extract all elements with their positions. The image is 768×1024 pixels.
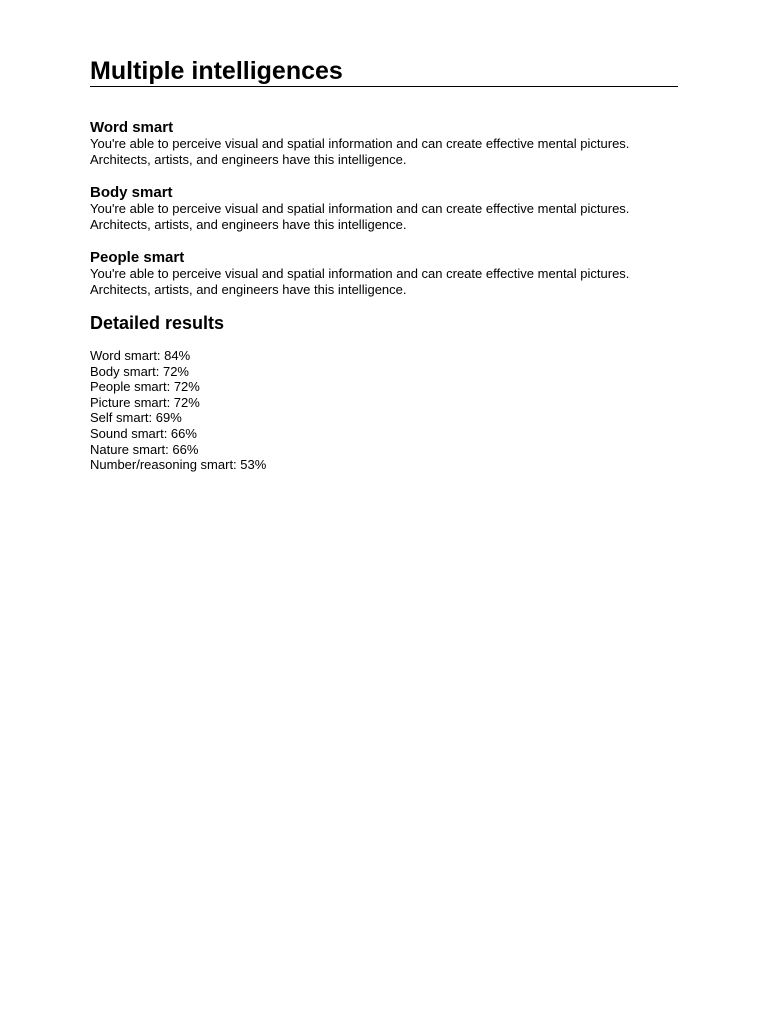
results-list [90, 348, 678, 473]
description-line: Architects, artists, and engineers have this intelligence. [90, 152, 407, 167]
result-item: Sound smart: 66% [90, 425, 197, 441]
result-item: People smart: 72% [90, 379, 200, 395]
description-line: Architects, artists, and engineers have this intelligence. [90, 282, 407, 297]
description-line: You're able to perceive visual and spatial information and can create effective mental pictures. [90, 266, 630, 281]
section-body-smart [90, 184, 678, 233]
result-item: Number/reasoning smart: 53% [90, 457, 267, 473]
section-description [90, 136, 678, 168]
result-item: Body smart: 72% [90, 363, 189, 379]
section-word-smart [90, 119, 678, 168]
result-item: Picture smart: 72% [90, 394, 200, 410]
description-line: You're able to perceive visual and spatial information and can create effective mental pictures. [90, 136, 630, 151]
result-item: Nature smart: 66% [90, 441, 199, 457]
results-heading: Detailed results [90, 313, 225, 333]
section-people-smart [90, 249, 678, 298]
result-item: Self smart: 69% [90, 410, 182, 426]
section-heading: Body smart [90, 184, 173, 201]
section-description [90, 201, 678, 233]
section-description [90, 266, 678, 298]
section-heading: People smart [90, 249, 185, 266]
result-item: Word smart: 84% [90, 348, 191, 363]
description-line: Architects, artists, and engineers have this intelligence. [90, 217, 407, 232]
page-title: Multiple intelligences [90, 56, 678, 87]
section-heading: Word smart [90, 119, 174, 136]
document-page [90, 56, 678, 473]
description-line: You're able to perceive visual and spatial information and can create effective mental pictures. [90, 201, 630, 216]
